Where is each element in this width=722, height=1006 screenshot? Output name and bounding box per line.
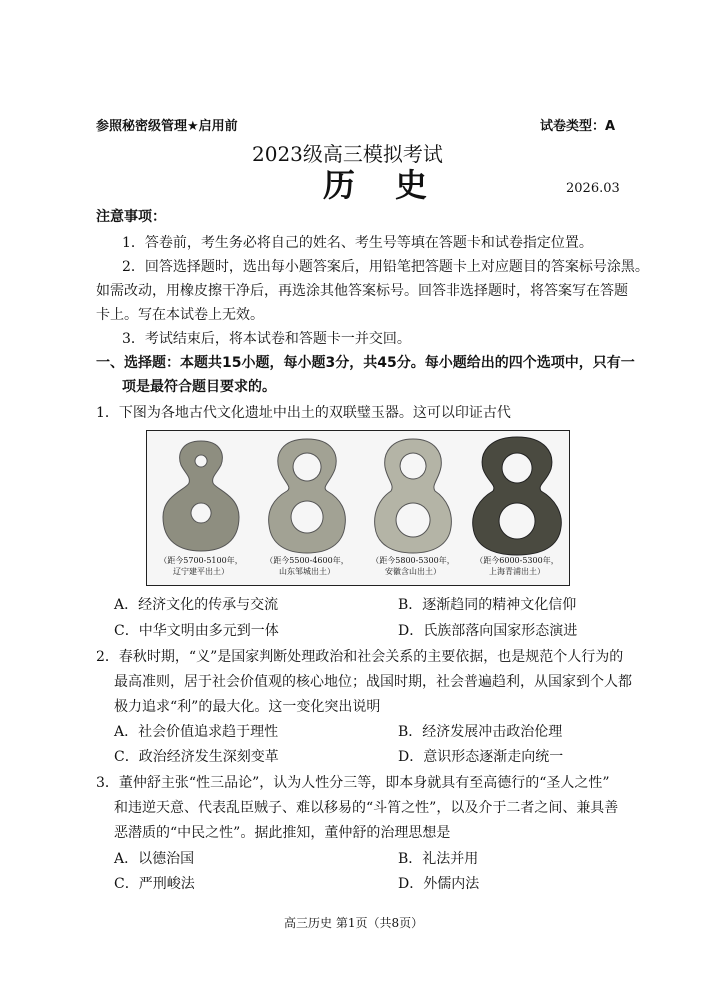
notice-item-2-line-1: 2．回答选择题时，选出每小题答案后，用铅笔把答题卡上对应题目的答案标号涂黑。 <box>122 259 649 275</box>
q2-stem-line-1: 2．春秋时期，“义”是国家判断处理政治和社会关系的主要依据，也是规范个人行为的 <box>96 649 624 665</box>
paper-type-label: 试卷类型：A <box>540 119 616 134</box>
jade-bi-image-1 <box>149 433 253 557</box>
confidentiality-note: 参照秘密级管理★启用前 <box>96 119 238 134</box>
q3-stem-line-1: 3．董仲舒主张“性三品论”，认为人性分三等，即本身就具有至高德行的“圣人之性” <box>96 775 610 791</box>
jade-bi-image-3 <box>361 433 465 557</box>
q3-stem-line-2: 和违逆天意、代表乱臣贼子、难以移易的“斗筲之性”，以及介于二者之间、兼具善 <box>114 800 619 816</box>
q2-option-b: B．经济发展冲击政治伦理 <box>398 724 563 740</box>
q3-option-d: D．外儒内法 <box>398 876 480 892</box>
exam-date: 2026.03 <box>566 181 620 196</box>
jade-bi-caption-1: （距今5700-5100年， 辽宁建平出土） <box>159 556 243 576</box>
jade-bi-caption-3: （距今5800-5300年， 安徽含山出土） <box>371 556 455 576</box>
jade-bi-image-4 <box>465 433 569 557</box>
notice-item-2-line-3: 卡上。写在本试卷上无效。 <box>96 307 264 323</box>
q1-option-b: B．逐渐趋同的精神文化信仰 <box>398 597 577 613</box>
q2-option-d: D．意识形态逐渐走向统一 <box>398 749 564 765</box>
q3-option-c: C．严刑峻法 <box>114 876 195 892</box>
subject-title: 历 史 <box>323 166 432 204</box>
q1-option-d: D．氏族部落向国家形态演进 <box>398 623 578 639</box>
double-bi-jade-icon <box>255 433 359 557</box>
section-heading-line-1: 一、选择题：本题共15小题，每小题3分，共45分。每小题给出的四个选项中，只有一 <box>96 355 635 371</box>
q3-stem-line-3: 恶潜质的“中民之性”。据此推知，董仲舒的治理思想是 <box>114 825 451 841</box>
jade-bi-caption-4: （距今6000-5300年， 上海青浦出土） <box>475 556 559 576</box>
q2-stem-line-2: 最高准则，居于社会价值观的核心地位；战国时期，社会普遍趋利，从国家到个人都 <box>114 674 632 690</box>
q2-stem-line-3: 极力追求“利”的最大化。这一变化突出说明 <box>114 699 381 715</box>
q2-option-c: C．政治经济发生深刻变革 <box>114 749 279 765</box>
q3-option-b: B．礼法并用 <box>398 851 479 867</box>
q1-stem: 1．下图为各地古代文化遗址中出土的双联璧玉器。这可以印证古代 <box>96 405 511 421</box>
jade-bi-caption-2: （距今5500-4600年， 山东邹城出土） <box>265 556 349 576</box>
notice-item-1: 1．答卷前，考生务必将自己的姓名、考生号等填在答题卡和试卷指定位置。 <box>122 235 593 251</box>
q2-option-a: A．社会价值追求趋于理性 <box>114 724 279 740</box>
exam-title: 2023级高三模拟考试 <box>252 142 443 166</box>
double-bi-jade-icon <box>361 433 465 557</box>
q1-option-a: A．经济文化的传承与交流 <box>114 597 279 613</box>
double-bi-jade-icon <box>465 433 569 557</box>
notice-title: 注意事项： <box>96 209 166 225</box>
jade-bi-image-2 <box>255 433 359 557</box>
double-bi-jade-icon <box>149 433 253 557</box>
notice-item-3: 3．考试结束后，将本试卷和答题卡一并交回。 <box>122 331 411 347</box>
section-heading-line-2: 项是最符合题目要求的。 <box>122 379 276 395</box>
q1-figure <box>146 430 570 586</box>
q3-option-a: A．以德治国 <box>114 851 195 867</box>
page-footer: 高三历史 第1页（共8页） <box>284 916 424 930</box>
notice-item-2-line-2: 如需改动，用橡皮擦干净后，再选涂其他答案标号。回答非选择题时，将答案写在答题 <box>96 283 628 299</box>
q1-option-c: C．中华文明由多元到一体 <box>114 623 279 639</box>
